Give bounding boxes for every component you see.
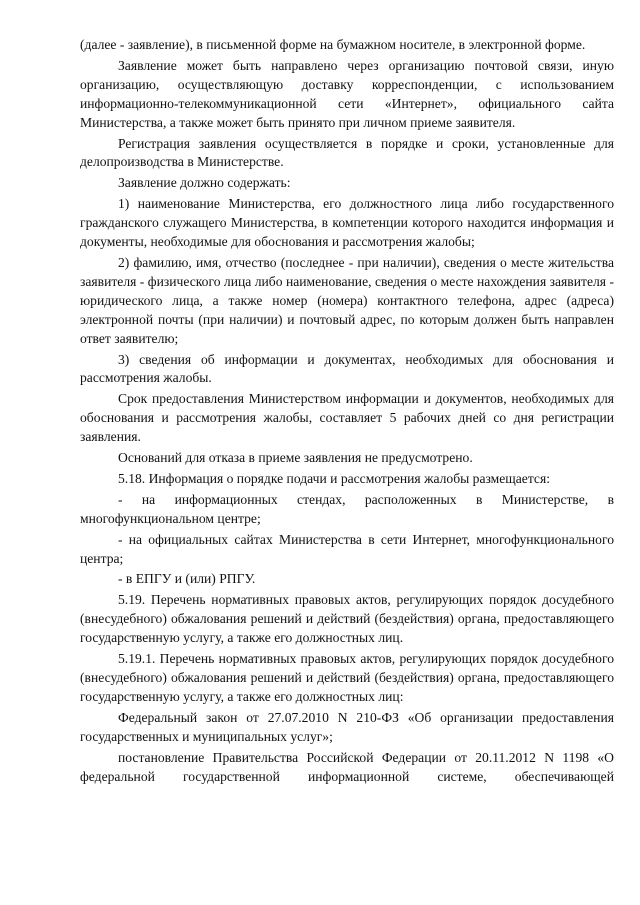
section-5-19-1: 5.19.1. Перечень нормативных правовых актов, регулирующих порядок досудебного (внесудебного) обжалования решений и действий (бездействия) органа, предоставляющего государственную услугу, а также его должностных лиц: [80,651,614,704]
list-item-3: 3) сведения об информации и документах, необходимых для обоснования и рассмотрения жалобы. [80,351,614,386]
paragraph-deadline: Срок предоставления Министерством информации и документов, необходимых для обоснования и рассмотрения жалобы, составляет 5 рабочих дней со дня регистрации заявления. [80,391,614,445]
paragraph-application-form: (далее - заявление), в письменной форме на бумажном носителе, в электронной форме. [80,37,586,52]
paragraph-contents-intro: Заявление должно содержать: [118,175,291,191]
section-5-18-heading: 5.18. Информация о порядке подачи и рассмотрения жалобы размещается: [118,470,550,486]
bullet-info-stands: - на информационных стендах, расположенных в Министерстве, в многофункциональном центре; [80,491,614,526]
bullet-official-sites: - на официальных сайтах Министерства в сети Интернет, многофункционального центра; [80,531,614,566]
bullet-portals: - в ЕПГУ и (или) РПГУ. [118,571,256,587]
paragraph-no-refusal: Оснований для отказа в приеме заявления не предусмотрено. [118,450,473,466]
law-reference-210-fz: Федеральный закон от 27.07.2010 N 210-ФЗ «Об организации предоставления государственных и муниципальных услуг»; [80,709,614,744]
resolution-reference-1198: постановление Правительства Российской Федерации от 20.11.2012 N 1198 «О федеральной государственной информационной системе, обеспечивающей [80,749,614,784]
list-item-2: 2) фамилию, имя, отчество (последнее - при наличии), сведения о месте жительства заявителя - физического лица либо наименование, сведения о месте нахождения заявителя - юридического лица, а также номер (номера) контактного телефона, адрес (адреса) электронной почты (при наличии) и почтовый адрес, по которым должен быть направлен ответ заявителю; [80,254,614,346]
paragraph-submission-channels: Заявление может быть направлено через организацию почтовой связи, иную организацию, осуществляющую доставку корреспонденции, с использованием информационно-телекоммуникационной сети «Интернет», официального сайта Министерства, а также может быть принято при личном приеме заявителя. [80,57,614,130]
list-item-1: 1) наименование Министерства, его должностного лица либо государственного гражданского служащего Министерства, в компетенции которого находится информация и документы, необходимые для обоснования и рассмотрения жалобы; [80,196,614,250]
section-5-19: 5.19. Перечень нормативных правовых актов, регулирующих порядок досудебного (внесудебного) обжалования решений и действий (бездействия) органа, предоставляющего государственную услугу, а также его должностных лиц. [80,592,614,646]
paragraph-registration: Регистрация заявления осуществляется в порядке и сроки, установленные для делопроизводства в Министерстве. [80,135,614,170]
